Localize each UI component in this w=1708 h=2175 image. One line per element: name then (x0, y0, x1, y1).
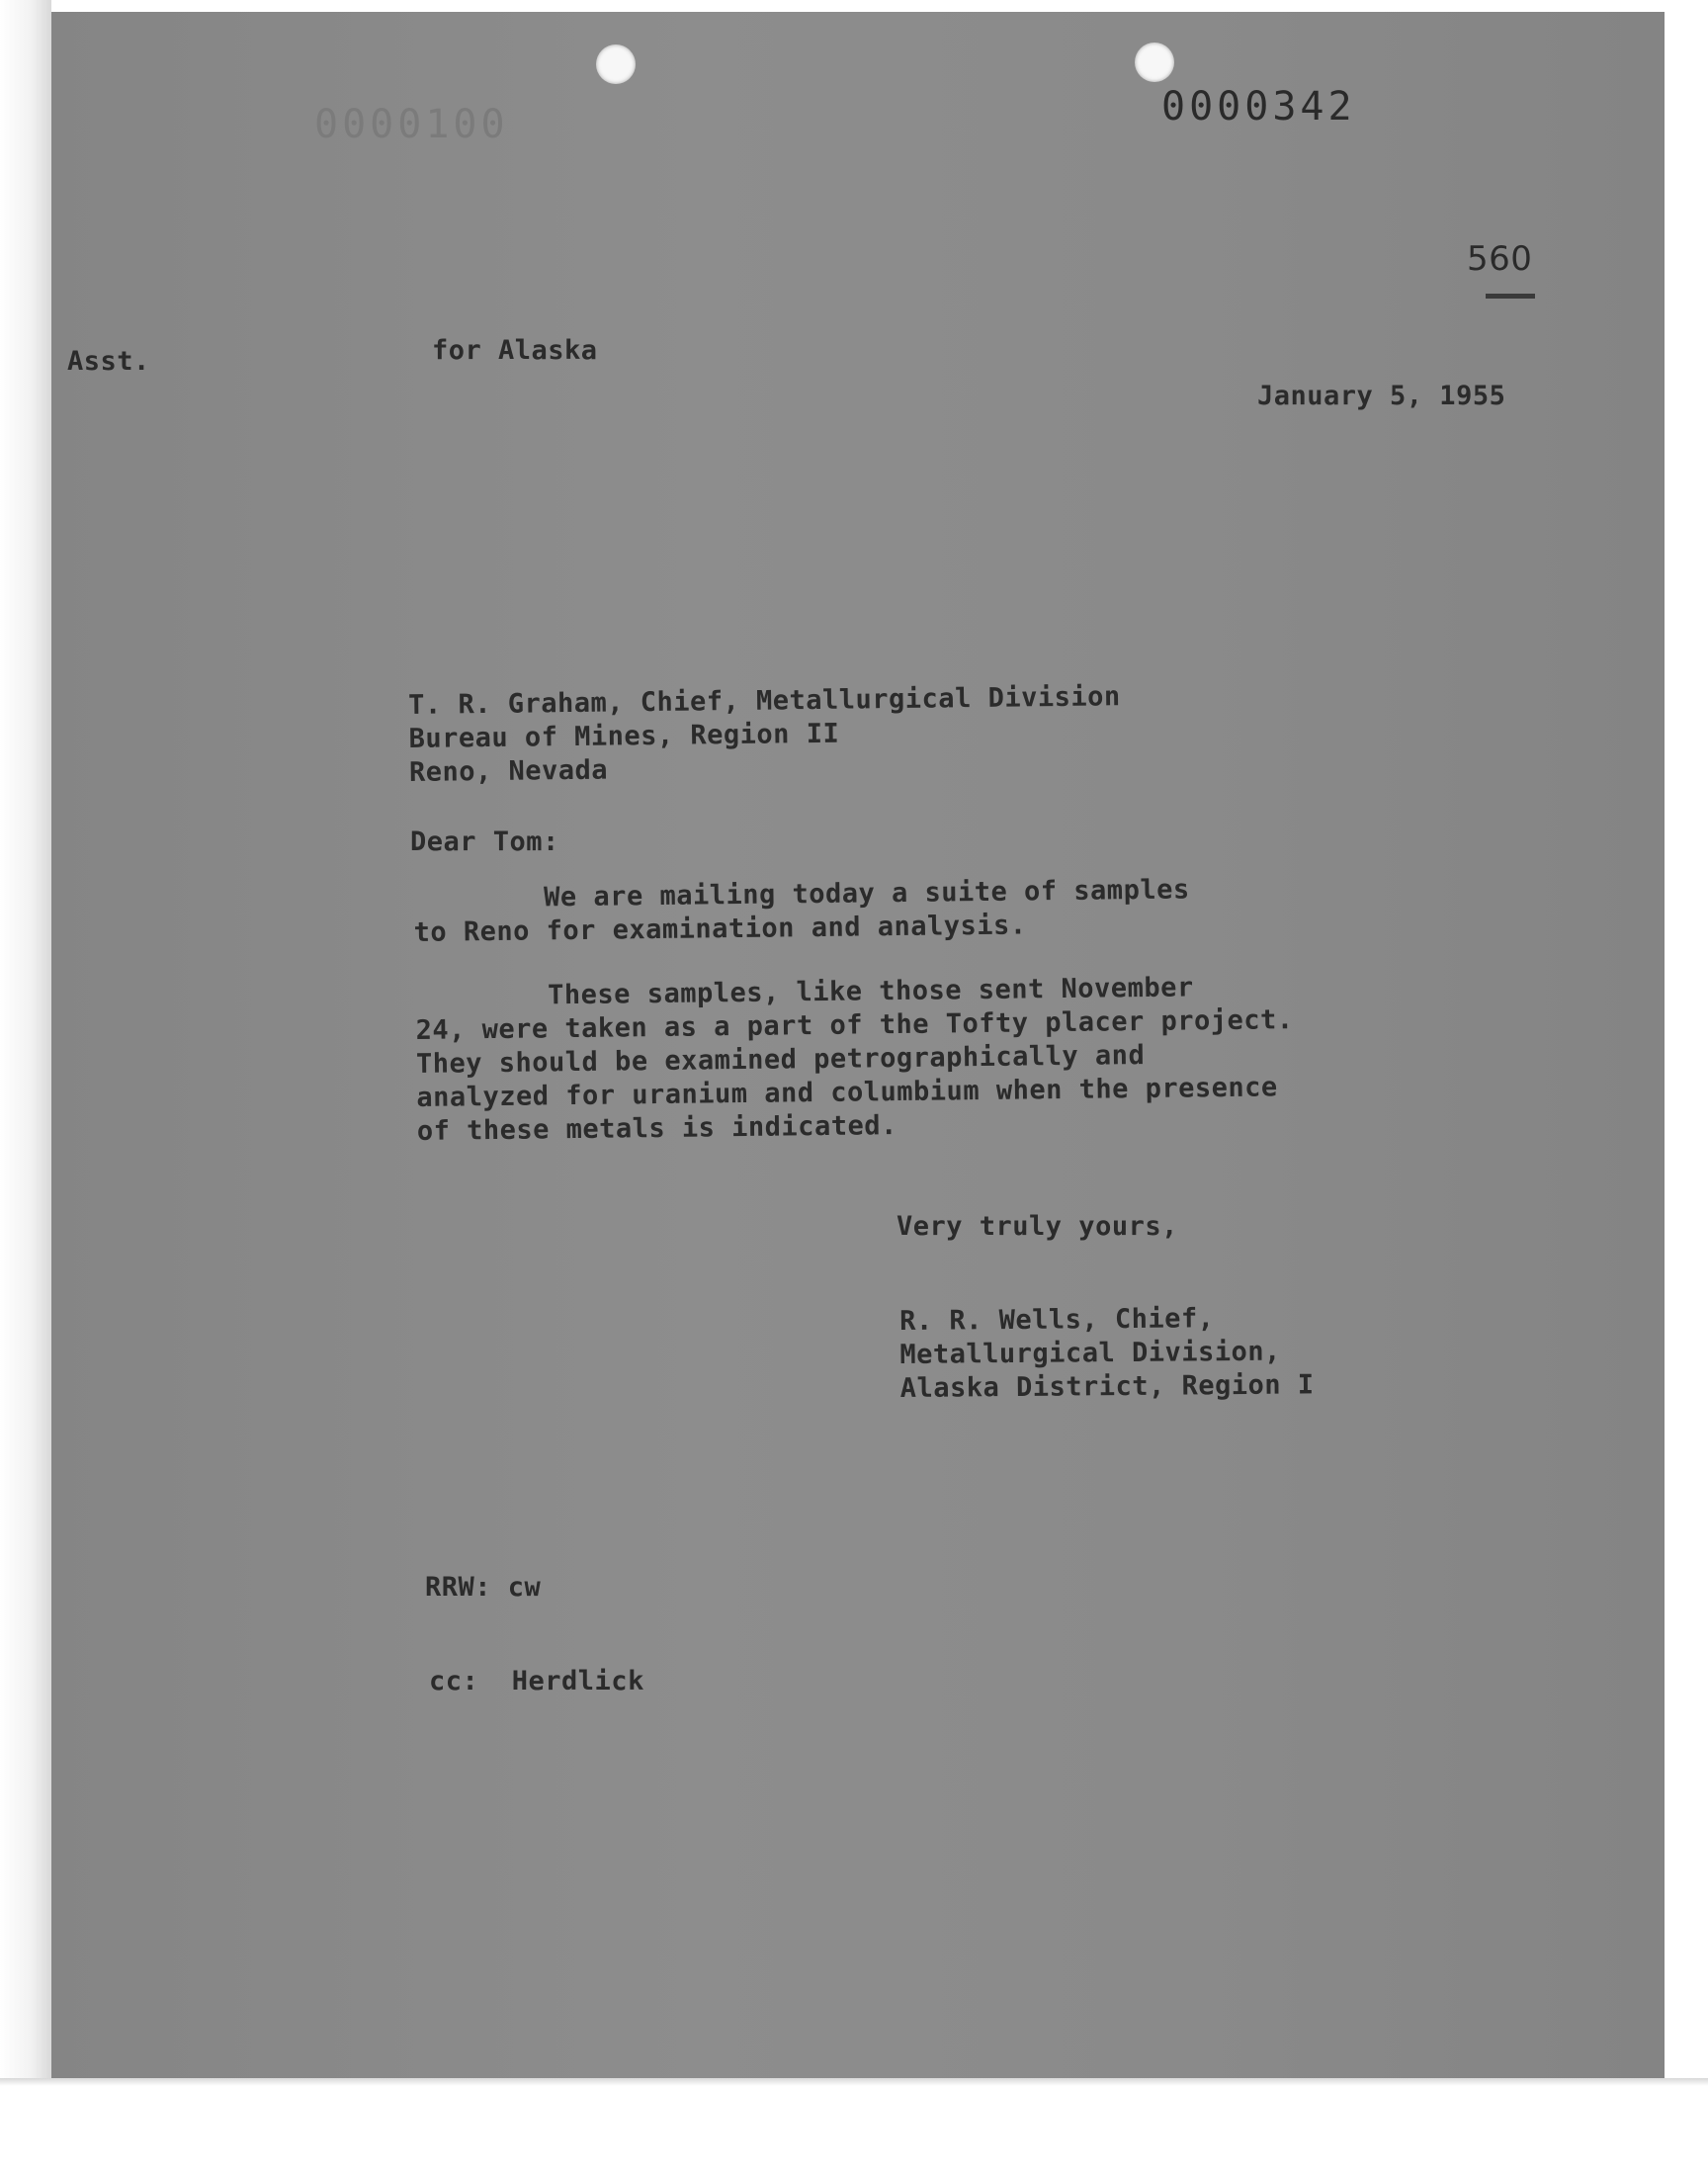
signature-line-1: R. R. Wells, Chief, (899, 1303, 1215, 1337)
body-p1-line-2: to Reno for examination and analysis. (413, 910, 1027, 948)
recipient-line-2: Bureau of Mines, Region II (408, 718, 840, 754)
recipient-line-3: Reno, Nevada (408, 754, 609, 788)
handwritten-underline (1486, 294, 1535, 299)
header-for-text: for Alaska (432, 335, 598, 366)
body-p2-line-1: These samples, like those sent November (548, 972, 1194, 1011)
body-p2-line-3: They should be examined petrographically and (415, 1039, 1146, 1080)
body-p2-line-4: analyzed for uranium and columbium when the presence (416, 1072, 1278, 1113)
header-left-text: Asst. (67, 346, 150, 377)
punch-hole-left (596, 44, 636, 84)
recipient-address (408, 680, 1122, 790)
signature-block (899, 1301, 1315, 1406)
stamp-number: 0000342 (1161, 84, 1356, 130)
body-p1-line-1: We are mailing today a suite of samples (544, 874, 1190, 914)
body-p2-line-2: 24, were taken as a part of the Tofty placer project. (415, 1004, 1294, 1046)
body-p2-line-5: of these metals is indicated. (416, 1110, 897, 1147)
page-left-margin (0, 0, 51, 2086)
salutation: Dear Tom: (410, 826, 559, 857)
signature-line-3: Alaska District, Region I (899, 1369, 1315, 1404)
body-paragraph-1 (413, 873, 1190, 950)
punch-hole-right (1135, 43, 1174, 82)
typist-initials: RRW: cw (425, 1572, 542, 1603)
signature-line-2: Metallurgical Division, (899, 1336, 1281, 1370)
recipient-line-1: T. R. Graham, Chief, Metallurgical Division (408, 681, 1121, 721)
page-bottom-edge (0, 2078, 1708, 2086)
cc-line: cc: Herdlick (429, 1666, 644, 1696)
letter-date: January 5, 1955 (1257, 381, 1506, 411)
faint-stamp-number: 0000100 (314, 102, 509, 147)
body-paragraph-2 (415, 970, 1295, 1149)
handwritten-number: 560 (1467, 239, 1533, 279)
closing: Very truly yours, (897, 1211, 1178, 1242)
